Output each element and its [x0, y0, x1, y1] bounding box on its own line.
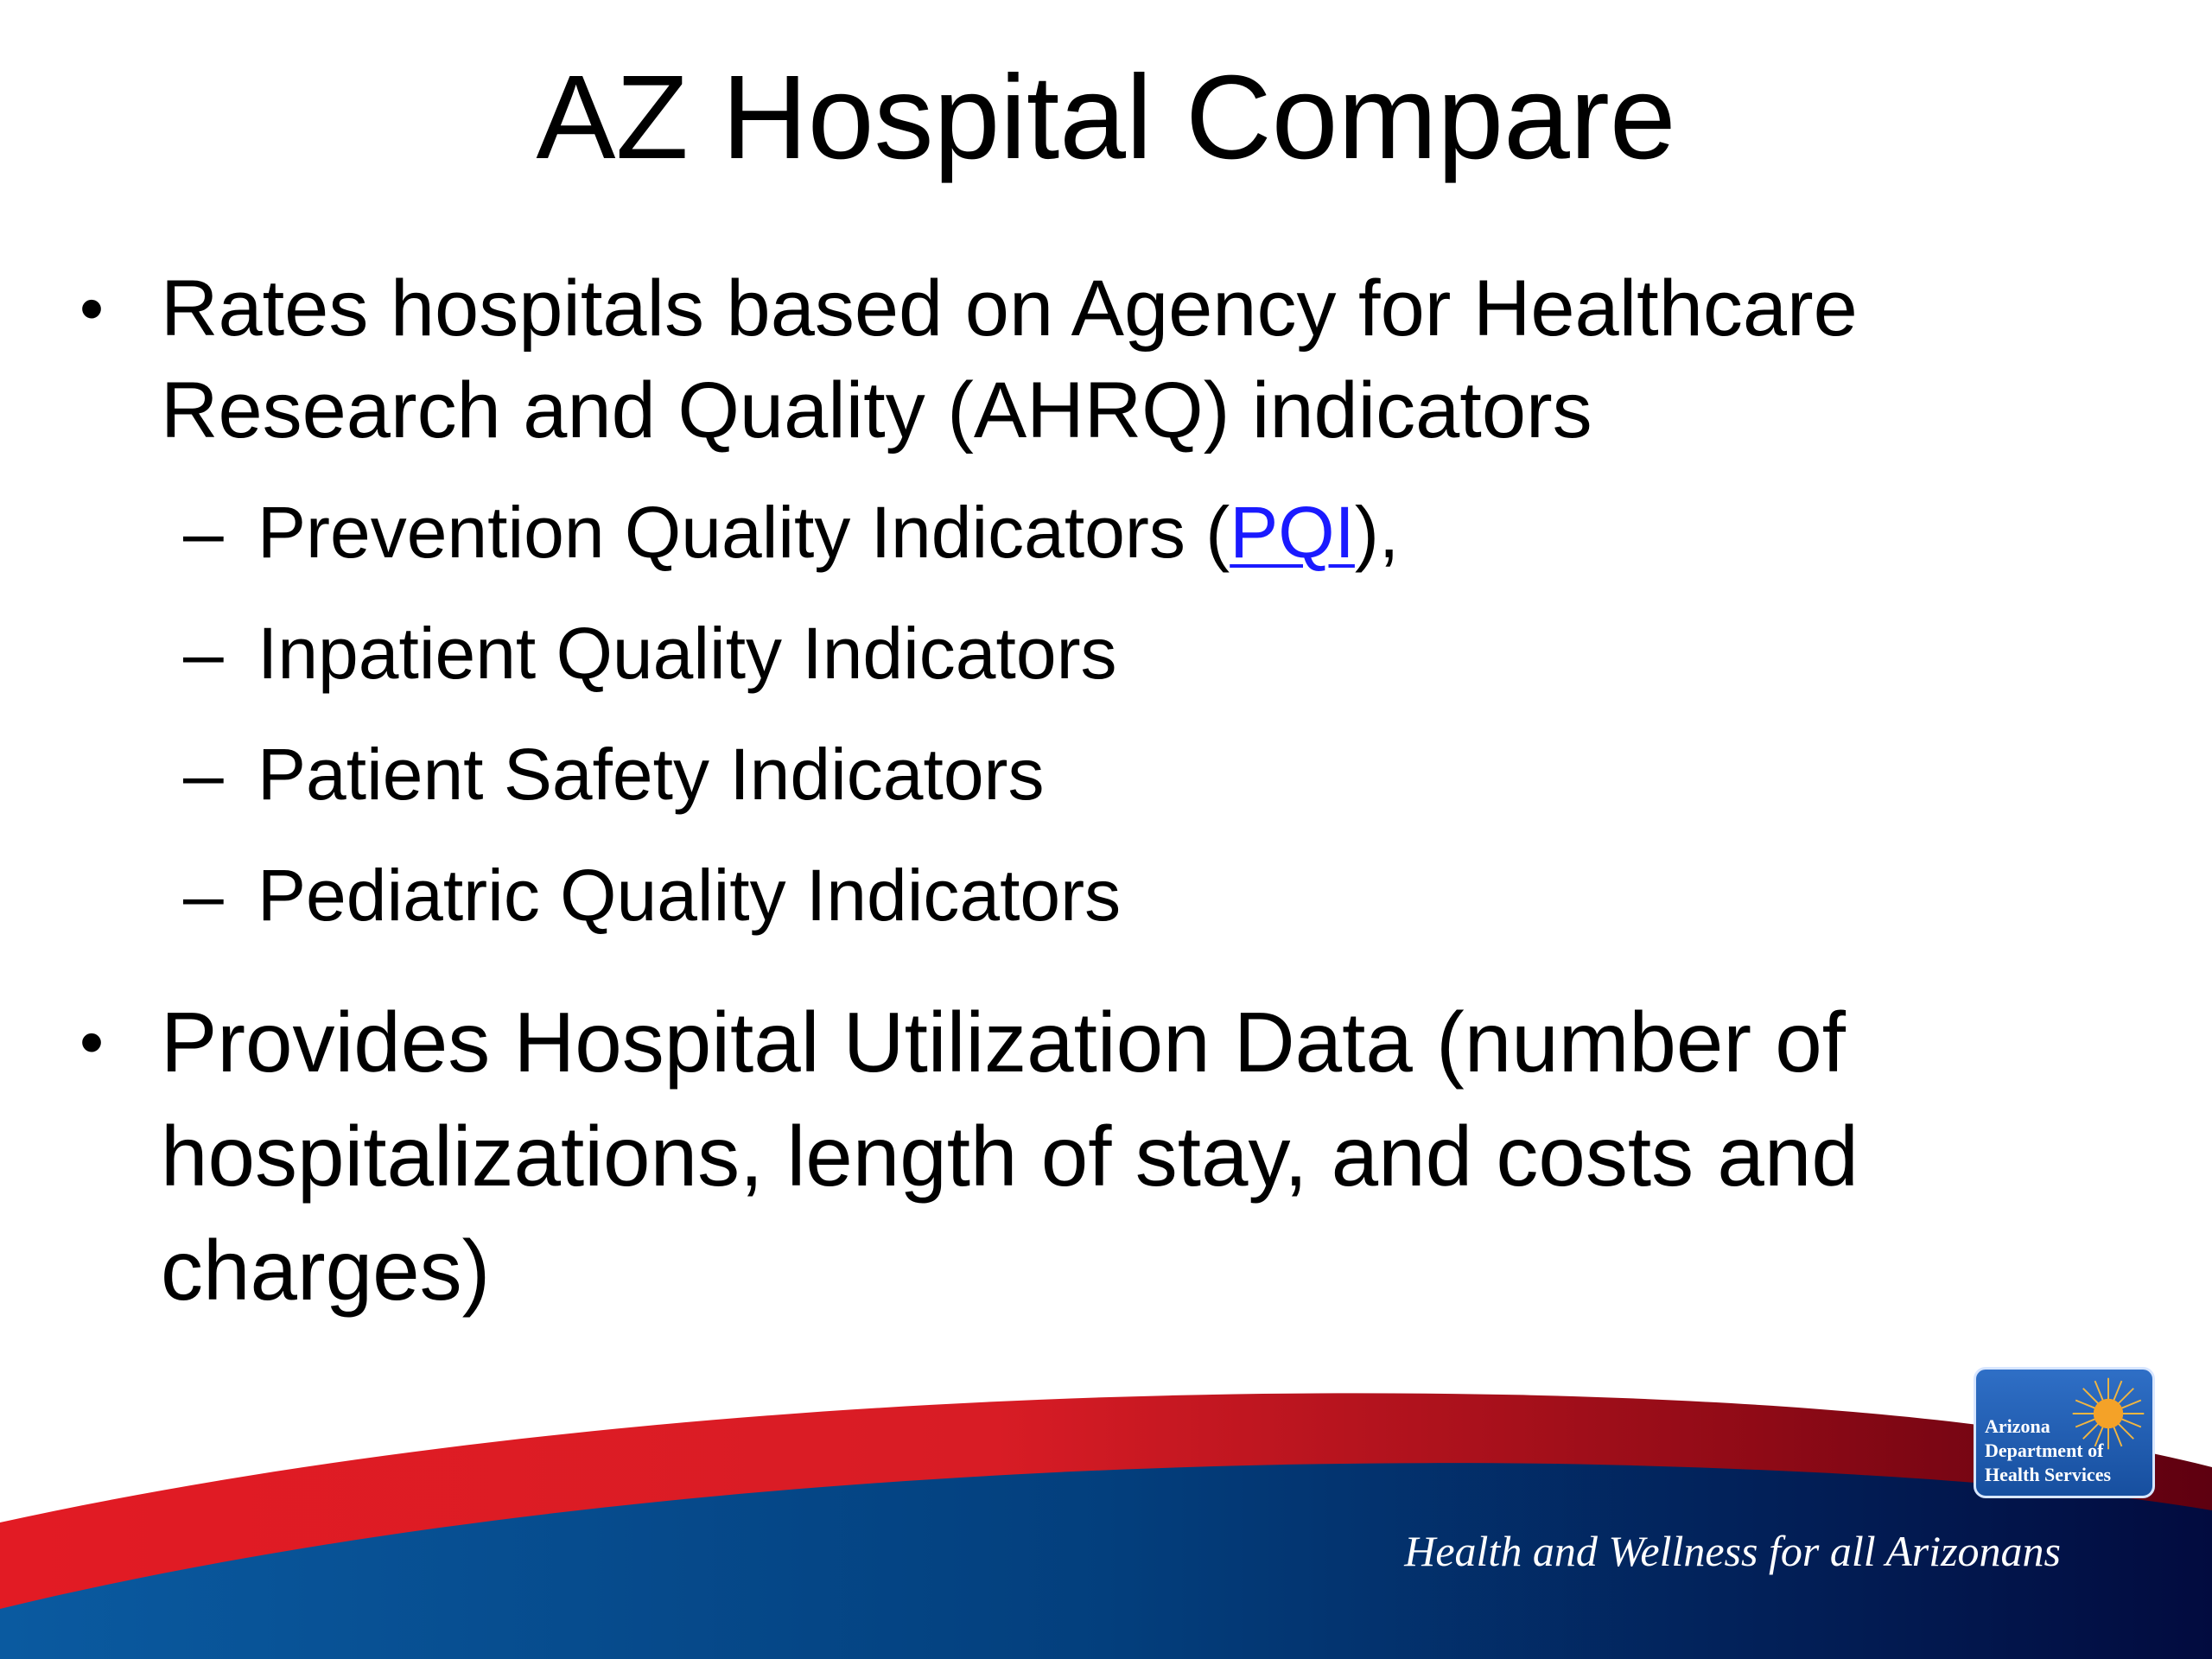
sub-bullet-pqi: [183, 489, 2115, 575]
footer-swoosh: [0, 1348, 2212, 1659]
sub-bullet-text: Patient Safety Indicators: [257, 734, 1045, 815]
bullet-item-ahrq: [79, 257, 2148, 461]
dash-icon: –: [183, 855, 224, 936]
sub-bullet-patient-safety: [183, 731, 2115, 817]
footer-tagline: Health and Wellness for all Arizonans: [1404, 1527, 2061, 1575]
pqi-link[interactable]: PQI: [1230, 492, 1355, 573]
adhs-logo: [1974, 1367, 2155, 1498]
bullet-dot-icon: •: [79, 1003, 105, 1080]
bullet-text: Provides Hospital Utilization Data (number of hospitalizations, length of stay, and costs and charges): [161, 995, 1859, 1318]
bullet-dot-icon: •: [79, 270, 105, 346]
sub-bullet-pediatric: [183, 852, 2115, 938]
dash-icon: –: [183, 613, 224, 694]
bullet-text: Rates hospitals based on Agency for Healthcare Research and Quality (AHRQ) indicators: [161, 264, 1858, 454]
dash-icon: –: [183, 492, 224, 573]
sub-bullet-text: Inpatient Quality Indicators: [257, 613, 1117, 694]
dash-icon: –: [183, 734, 224, 815]
sub-bullet-prefix: Prevention Quality Indicators (: [257, 492, 1230, 573]
logo-text: Arizona Department of Health Services: [1985, 1415, 2112, 1485]
sub-bullet-suffix: ),: [1354, 492, 1400, 573]
bullet-item-utilization: [79, 985, 2148, 1327]
sub-bullet-text: Pediatric Quality Indicators: [257, 855, 1122, 936]
slide-title: AZ Hospital Compare: [536, 51, 1676, 184]
sub-bullet-inpatient: [183, 610, 2115, 696]
